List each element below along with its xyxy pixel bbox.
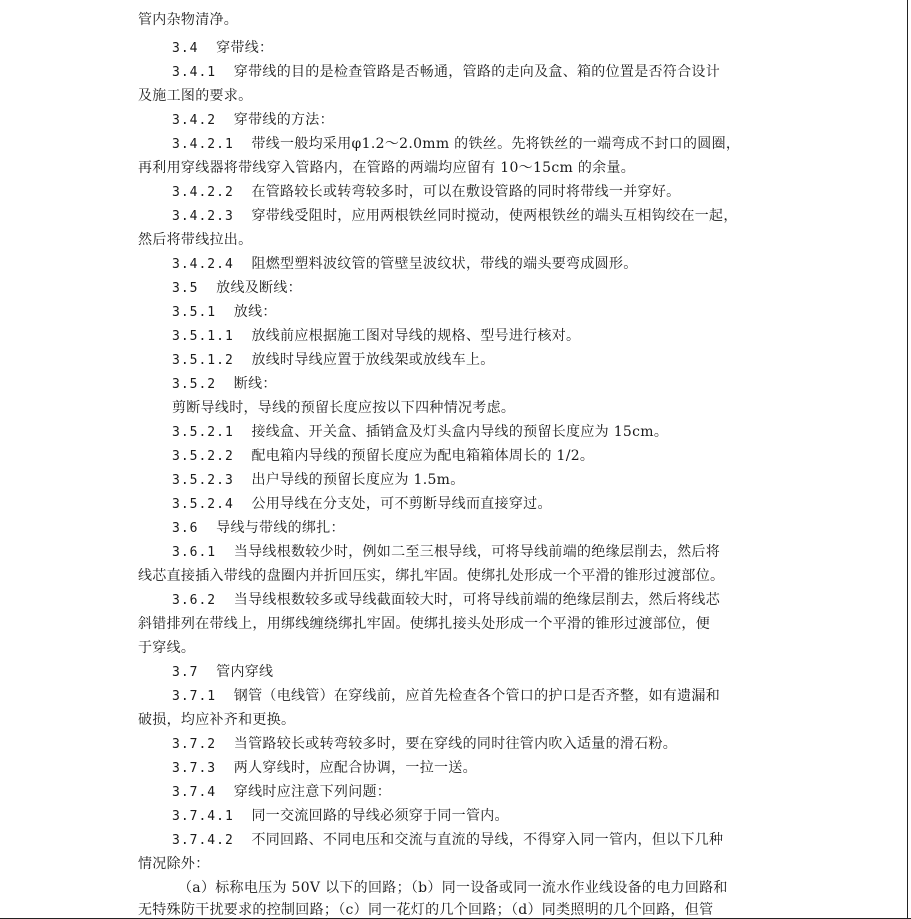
clause-line: 3.5.2.2 配电箱内导线的预留长度应为配电箱箱体周长的 1/2。 bbox=[172, 448, 595, 464]
clause-line: 3.5.2.4 公用导线在分支处，可不剪断导线而直接穿过。 bbox=[172, 496, 552, 512]
clause-line: 3.5.2.1 接线盒、开关盒、插销盒及灯头盒内导线的预留长度应为 15cm。 bbox=[172, 424, 669, 440]
clause-line: 3.5.2.3 出户导线的预留长度应为 1.5m。 bbox=[172, 472, 465, 488]
clause-line: 3.4.2.3 穿带线受阻时，应用两根铁丝同时搅动，使两根铁丝的端头互相钩绞在一起， bbox=[172, 208, 738, 224]
clause-line: 3.4.2.4 阻燃型塑料波纹管的管壁呈波纹状，带线的端头要弯成圆形。 bbox=[172, 256, 638, 272]
clause-line: 3.5.1 放线： bbox=[172, 304, 277, 320]
text-line: 及施工图的要求。 bbox=[138, 88, 253, 104]
clause-line: 3.7.3 两人穿线时，应配合协调，一拉一送。 bbox=[172, 760, 477, 776]
text-line: 情况除外： bbox=[138, 856, 210, 872]
text-line: 于穿线。 bbox=[138, 640, 196, 656]
text-line: 管内杂物清净。 bbox=[138, 12, 239, 28]
clause-line: 3.6.2 当导线根数较多或导线截面较大时，可将导线前端的绝缘层削去，然后将线芯 bbox=[172, 592, 720, 608]
section-heading: 3.7 管内穿线 bbox=[172, 664, 274, 680]
clause-line: 3.5.2 断线： bbox=[172, 376, 277, 392]
clause-line: 3.5.1.1 放线前应根据施工图对导线的规格、型号进行核对。 bbox=[172, 328, 581, 344]
clause-line: 3.7.4 穿线时应注意下列问题： bbox=[172, 784, 392, 800]
text-line: 破损，均应补齐和更换。 bbox=[138, 712, 296, 728]
text-line: 再利用穿线器将带线穿入管路内，在管路的两端均应留有 10～15cm 的余量。 bbox=[138, 160, 636, 176]
section-heading: 3.4 穿带线： bbox=[172, 40, 274, 56]
clause-line: 3.7.4.2 不同回路、不同电压和交流与直流的导线，不得穿入同一管内，但以下几种 bbox=[172, 832, 724, 848]
text-line: （a）标称电压为 50V 以下的回路；（b）同一设备或同一流水作业线设备的电力回路和 bbox=[178, 880, 728, 896]
clause-line: 3.5.1.2 放线时导线应置于放线架或放线车上。 bbox=[172, 352, 495, 368]
text-line: 无特殊防干扰要求的控制回路；（c）同一花灯的几个回路；（d）同类照明的几个回路，但管 bbox=[138, 902, 714, 918]
clause-line: 3.7.2 当管路较长或转弯较多时，要在穿线的同时往管内吹入适量的滑石粉。 bbox=[172, 736, 678, 752]
text-line: 斜错排列在带线上，用绑线缠绕绑扎牢固。使绑扎接头处形成一个平滑的锥形过渡部位，便 bbox=[138, 616, 710, 632]
section-heading: 3.5 放线及断线： bbox=[172, 280, 302, 296]
clause-line: 3.7.4.1 同一交流回路的导线必须穿于同一管内。 bbox=[172, 808, 509, 824]
section-heading: 3.6 导线与带线的绑扎： bbox=[172, 520, 345, 536]
clause-line: 3.4.2.1 带线一般均采用φ1.2～2.0mm 的铁丝。先将铁丝的一端弯成不封口的圆圈， bbox=[172, 136, 741, 152]
text-line: 然后将带线拉出。 bbox=[138, 232, 253, 248]
clause-line: 3.7.1 钢管（电线管）在穿线前，应首先检查各个管口的护口是否齐整，如有遗漏和 bbox=[172, 688, 720, 704]
clause-line: 3.4.2 穿带线的方法： bbox=[172, 112, 334, 128]
text-line: 线芯直接插入带线的盘圈内并折回压实，绑扎牢固。使绑扎处形成一个平滑的锥形过渡部位。 bbox=[138, 568, 725, 584]
clause-line: 3.4.1 穿带线的目的是检查管路是否畅通，管路的走向及盒、箱的位置是否符合设计 bbox=[172, 64, 720, 80]
clause-line: 3.6.1 当导线根数较少时，例如二至三根导线，可将导线前端的绝缘层削去，然后将 bbox=[172, 544, 720, 560]
page-border-right bbox=[907, 0, 911, 919]
text-line: 剪断导线时，导线的预留长度应按以下四种情况考虑。 bbox=[172, 400, 516, 416]
clause-line: 3.4.2.2 在管路较长或转弯较多时，可以在敷设管路的同时将带线一并穿好。 bbox=[172, 184, 681, 200]
